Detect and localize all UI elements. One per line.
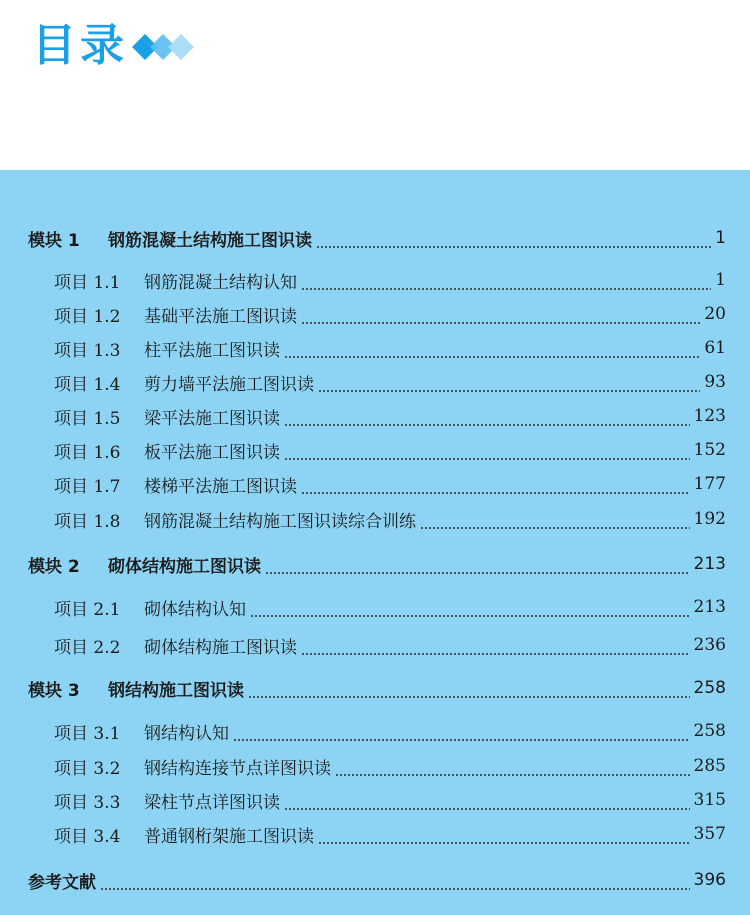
page-number: 177 (693, 474, 726, 494)
toc-item-1-3[interactable] (0, 332, 750, 364)
page-number: 258 (693, 721, 726, 741)
dot-leader (316, 246, 711, 248)
item-title: 砌体结构施工图识读 (144, 637, 297, 658)
item-number: 项目 1.3 (54, 340, 121, 361)
page-number: 213 (693, 597, 726, 617)
module-number: 模块 2 (28, 556, 80, 577)
page-number: 20 (704, 304, 726, 324)
toc-module-1[interactable] (0, 222, 750, 254)
dot-leader (420, 527, 690, 529)
item-number: 项目 3.1 (54, 723, 121, 744)
module-number: 模块 3 (28, 680, 80, 701)
dot-leader (284, 808, 690, 810)
dot-leader (301, 288, 711, 290)
dot-leader (250, 615, 690, 617)
toc-item-3-4[interactable] (0, 818, 750, 850)
dot-leader (248, 696, 690, 698)
toc-item-1-1[interactable] (0, 264, 750, 296)
dot-leader (100, 888, 690, 890)
page-number: 61 (704, 338, 726, 358)
page-number: 213 (693, 554, 726, 574)
page-number: 285 (693, 756, 726, 776)
item-number: 项目 1.6 (54, 442, 121, 463)
item-title: 柱平法施工图识读 (144, 340, 280, 361)
toc-references[interactable] (0, 864, 750, 896)
page-number: 396 (693, 870, 726, 890)
item-number: 项目 1.7 (54, 476, 121, 497)
item-number: 项目 3.3 (54, 792, 121, 813)
toc-item-2-2[interactable] (0, 629, 750, 661)
item-title: 基础平法施工图识读 (144, 306, 297, 327)
dot-leader (284, 458, 690, 460)
item-title: 剪力墙平法施工图识读 (144, 374, 314, 395)
item-title: 砌体结构认知 (144, 599, 246, 620)
dot-leader (233, 739, 690, 741)
dot-leader (301, 653, 690, 655)
toc-item-1-8[interactable] (0, 503, 750, 535)
item-title: 普通钢桁架施工图识读 (144, 826, 314, 847)
module-number: 模块 1 (28, 230, 80, 251)
item-title: 钢筋混凝土结构认知 (144, 272, 297, 293)
item-title: 钢结构认知 (144, 723, 229, 744)
item-title: 钢结构连接节点详图识读 (144, 758, 331, 779)
toc-item-1-5[interactable] (0, 400, 750, 432)
item-title: 钢筋混凝土结构施工图识读综合训练 (144, 511, 416, 532)
toc-item-1-7[interactable] (0, 468, 750, 500)
item-number: 项目 1.8 (54, 511, 121, 532)
item-number: 项目 3.4 (54, 826, 121, 847)
item-title: 梁平法施工图识读 (144, 408, 280, 429)
module-title: 钢筋混凝土结构施工图识读 (108, 230, 312, 251)
page-number: 192 (693, 509, 726, 529)
toc-module-2[interactable] (0, 548, 750, 580)
page-number: 236 (693, 635, 726, 655)
item-number: 项目 3.2 (54, 758, 121, 779)
dot-leader (265, 572, 690, 574)
page-number: 357 (693, 824, 726, 844)
toc-item-1-2[interactable] (0, 298, 750, 330)
diamond-ornament-icon (132, 34, 202, 60)
item-title: 板平法施工图识读 (144, 442, 280, 463)
page-number: 93 (704, 372, 726, 392)
dot-leader (318, 842, 690, 844)
toc-item-2-1[interactable] (0, 591, 750, 623)
dot-leader (301, 322, 700, 324)
page-number: 123 (693, 406, 726, 426)
page-number: 1 (715, 270, 726, 290)
item-title: 楼梯平法施工图识读 (144, 476, 297, 497)
module-title: 砌体结构施工图识读 (108, 556, 261, 577)
page-number: 1 (715, 228, 726, 248)
dot-leader (284, 424, 690, 426)
page-number: 315 (693, 790, 726, 810)
page-header (0, 0, 750, 170)
dot-leader (301, 492, 690, 494)
toc-item-3-1[interactable] (0, 715, 750, 747)
item-number: 项目 1.5 (54, 408, 121, 429)
item-number: 项目 2.1 (54, 599, 121, 620)
toc-item-3-3[interactable] (0, 784, 750, 816)
item-number: 项目 1.4 (54, 374, 121, 395)
toc-module-3[interactable] (0, 672, 750, 704)
page-number: 258 (693, 678, 726, 698)
dot-leader (284, 356, 700, 358)
dot-leader (318, 390, 700, 392)
references-title: 参考文献 (28, 872, 96, 893)
page-number: 152 (693, 440, 726, 460)
toc-item-3-2[interactable] (0, 750, 750, 782)
dot-leader (335, 774, 690, 776)
item-number: 项目 1.2 (54, 306, 121, 327)
toc-item-1-6[interactable] (0, 434, 750, 466)
toc-item-1-4[interactable] (0, 366, 750, 398)
module-title: 钢结构施工图识读 (108, 680, 244, 701)
page-title: 目录 (32, 20, 128, 71)
item-number: 项目 2.2 (54, 637, 121, 658)
item-title: 梁柱节点详图识读 (144, 792, 280, 813)
item-number: 项目 1.1 (54, 272, 121, 293)
